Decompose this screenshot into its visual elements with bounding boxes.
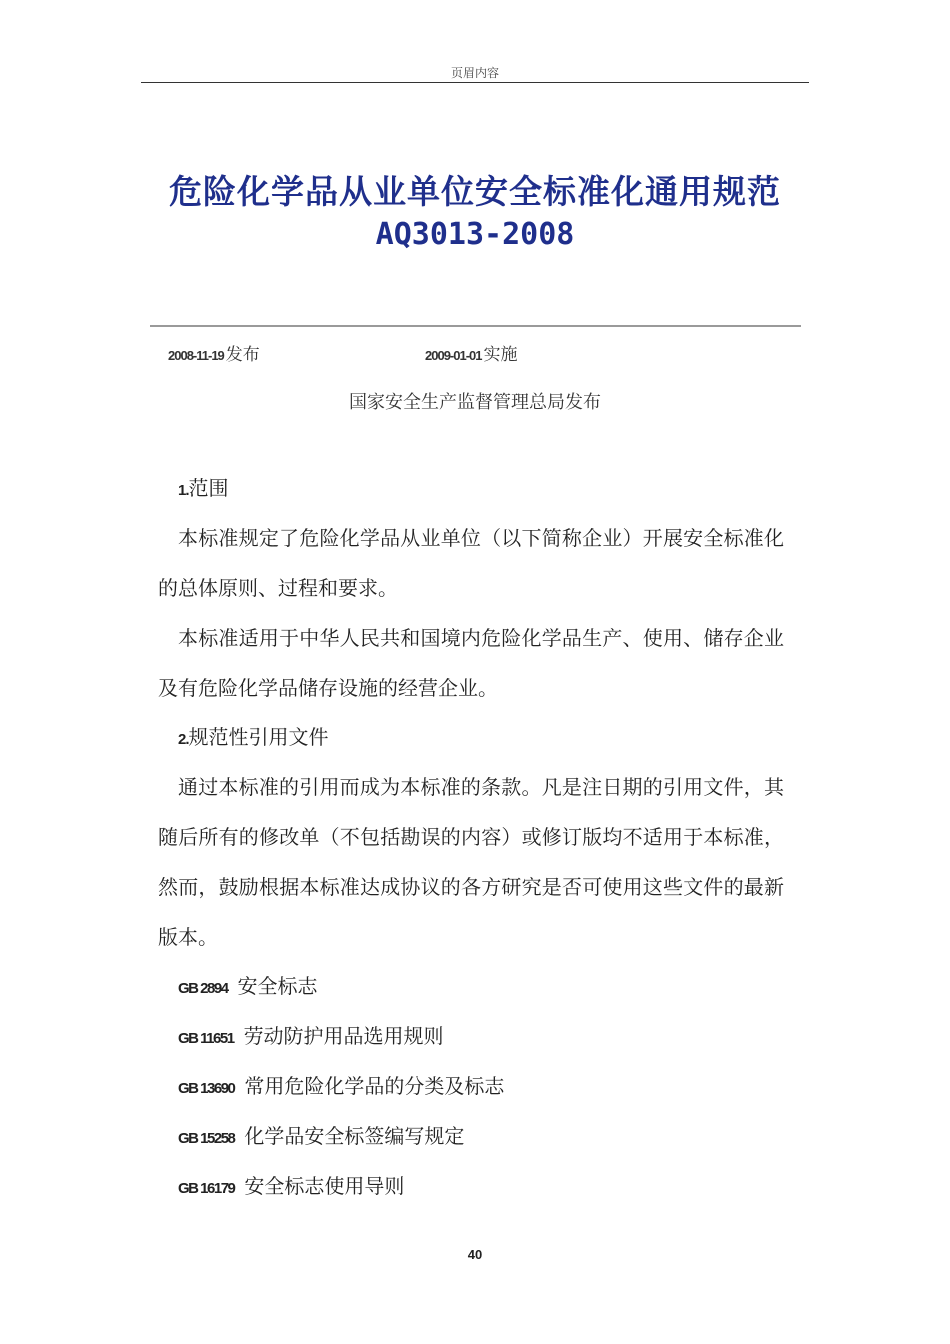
scope-paragraph-2: 本标准适用于中华人民共和国境内危险化学品生产、使用、储存企业及有危险化学品储存设施的经营企业。 — [158, 626, 784, 700]
issue-date-label: 发布 — [225, 345, 260, 365]
reference-code: GB 15258 — [178, 1130, 235, 1147]
scope-paragraph-1: 本标准规定了危险化学品从业单位（以下简称企业）开展安全标准化的总体原则、过程和要求。 — [158, 526, 784, 600]
reference-item — [178, 1111, 464, 1164]
reference-item — [178, 1011, 444, 1064]
reference-item — [178, 1061, 504, 1114]
impl-date-value: 2009-01-01 — [425, 348, 482, 363]
publisher: 国家安全生产监督管理总局发布 — [349, 392, 601, 413]
document-title: 危险化学品从业单位安全标准化通用规范 — [169, 172, 781, 211]
section-title: 范围 — [188, 476, 229, 500]
section-heading-references — [178, 712, 329, 765]
page-header: 页眉内容 — [450, 66, 499, 80]
header-divider — [141, 82, 809, 83]
reference-code: GB 16179 — [178, 1180, 235, 1197]
issue-date-value: 2008-11-19 — [168, 348, 224, 363]
section-heading-scope — [178, 463, 229, 516]
reference-name: 常用危险化学品的分类及标志 — [244, 1074, 505, 1098]
reference-name: 劳动防护用品选用规则 — [243, 1024, 444, 1048]
reference-name: 安全标志 — [237, 974, 318, 998]
section-title: 规范性引用文件 — [188, 725, 329, 749]
reference-name: 化学品安全标签编写规定 — [244, 1124, 465, 1148]
reference-code: GB 2894 — [178, 980, 228, 997]
implementation-date — [425, 340, 518, 365]
issue-date — [168, 340, 260, 365]
reference-name: 安全标志使用导则 — [244, 1174, 405, 1198]
meta-divider — [150, 325, 801, 327]
reference-item — [178, 1161, 404, 1214]
reference-item — [178, 961, 318, 1014]
reference-code: GB 11651 — [178, 1030, 234, 1047]
standard-code: AQ3013-2008 — [375, 217, 575, 252]
references-paragraph: 通过本标准的引用而成为本标准的条款。凡是注日期的引用文件，其随后所有的修改单（不包括勘误的内容）或修订版均不适用于本标准，然而，鼓励根据本标准达成协议的各方研究是否可使用这些文件的最新版本。 — [158, 775, 784, 949]
reference-code: GB 13690 — [178, 1080, 235, 1097]
page-number: 40 — [467, 1247, 483, 1262]
section-number: 2. — [178, 731, 189, 748]
section-number: 1. — [178, 482, 189, 499]
impl-date-label: 实施 — [483, 345, 518, 365]
